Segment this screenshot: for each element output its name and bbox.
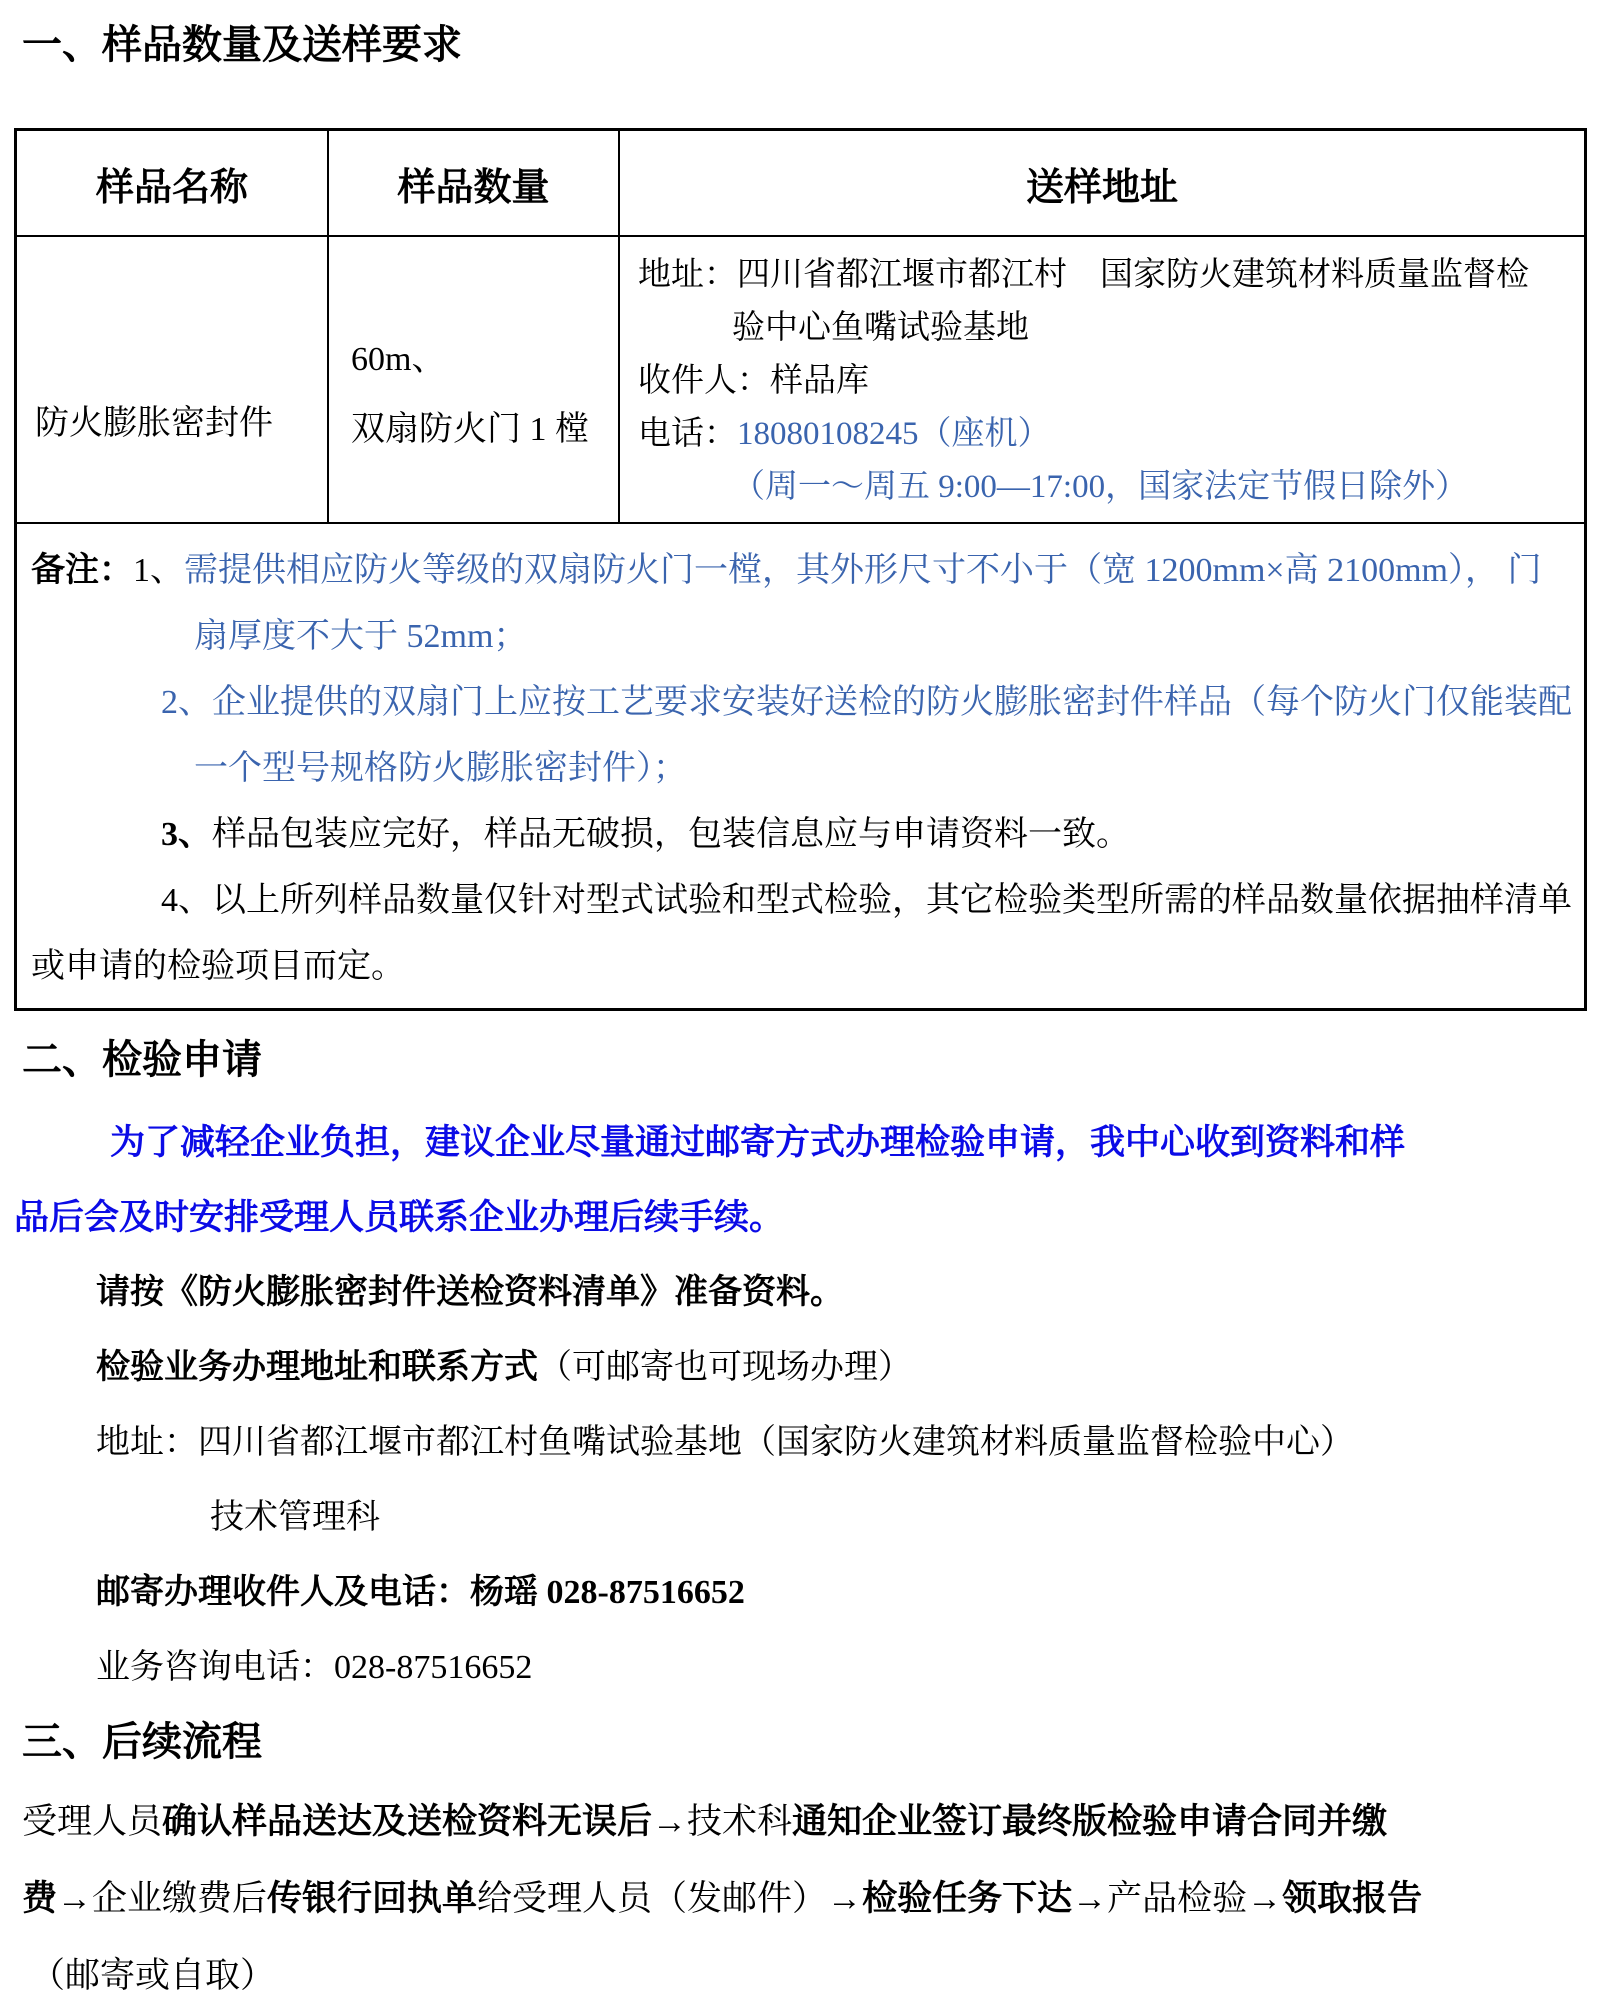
note-4-line-1: 4、以上所列样品数量仅针对型式试验和型式检验，其它检验类型所需的样品数量依据抽样清单 — [161, 882, 1572, 919]
business-address-bold: 检验业务办理地址和联系方式 — [96, 1349, 538, 1386]
address-label: 地址： — [638, 257, 737, 293]
header-sample-name: 样品名称 — [16, 130, 329, 237]
flow-seg-to-acceptor: 给受理人员（发邮件）→ — [477, 1879, 863, 1918]
table-header-row — [16, 130, 1586, 237]
sample-requirements-table — [14, 128, 1587, 1011]
address-value-1: 四川省都江堰市都江村 国家防火建筑材料质量监督检 — [737, 257, 1529, 293]
note-4-line-2: 或申请的检验项目而定。 — [31, 948, 405, 985]
flow-seg-get-report: 领取报告 — [1282, 1879, 1423, 1918]
mailing-advice-paragraph — [14, 1105, 1585, 1255]
sample-data-row — [16, 236, 1586, 523]
phone-hours-line: （周一～周五 9:00—17:00，国家法定节假日除外） — [732, 469, 1469, 505]
flow-seg-techdept: →技术科 — [652, 1802, 793, 1841]
note-3-number: 3、 — [161, 816, 212, 853]
note-1-line-1 — [31, 538, 1572, 604]
phone-line — [638, 408, 1574, 461]
notes-row — [16, 523, 1586, 1010]
section2-heading: 二、检验申请 — [22, 1037, 262, 1082]
mail-contact-line: 邮寄办理收件人及电话：杨瑶 028-87516652 — [96, 1574, 745, 1611]
note-1-line-2: 扇厚度不大于 52mm； — [194, 618, 528, 655]
mailing-advice-line-1: 为了减轻企业负担，建议企业尽量通过邮寄方式办理检验申请，我中心收到资料和样 — [110, 1123, 1406, 1162]
business-phone-line: 业务咨询电话：028-87516652 — [96, 1649, 533, 1686]
flow-line-2 — [14, 1860, 1585, 1937]
flow-seg-fee: 费 — [22, 1879, 58, 1918]
quantity-line-2: 双扇防火门 1 樘 — [351, 410, 589, 448]
sample-name-cell: 防火膨胀密封件 — [16, 236, 329, 523]
phone-label: 电话： — [638, 416, 737, 452]
business-address-paren: （可邮寄也可现场办理） — [538, 1349, 912, 1386]
document — [14, 18, 1585, 2014]
section1-heading: 一、样品数量及送样要求 — [22, 22, 462, 67]
mailing-advice-line-2: 品后会及时安排受理人员联系企业办理后续手续。 — [14, 1198, 785, 1237]
address-line-1 — [638, 249, 1574, 302]
prepare-materials-line: 请按《防火膨胀密封件送检资料清单》准备资料。 — [96, 1274, 844, 1311]
delivery-address-cell — [619, 236, 1586, 523]
address-line-2: 验中心鱼嘴试验基地 — [732, 310, 1029, 346]
notes-label: 备注： — [31, 552, 133, 589]
department-line: 技术管理科 — [210, 1499, 380, 1536]
flow-seg-acceptor: 受理人员 — [22, 1802, 163, 1841]
flow-seg-after-payment: →企业缴费后 — [57, 1879, 268, 1918]
header-sample-quantity: 样品数量 — [328, 130, 619, 237]
note-2-line-2: 一个型号规格防火膨胀密封件）； — [194, 750, 687, 787]
note-3-line — [161, 802, 1572, 868]
flow-seg-notify-sign: 通知企业签订最终版检验申请合同并缴 — [792, 1802, 1388, 1841]
flow-line-1 — [14, 1783, 1585, 1860]
note-3-text: 样品包装应完好，样品无破损，包装信息应与申请资料一致。 — [212, 816, 1130, 853]
section3-heading: 三、后续流程 — [22, 1719, 262, 1764]
header-delivery-address: 送样地址 — [619, 130, 1586, 237]
sample-quantity-cell — [328, 236, 619, 523]
office-address-line: 地址：四川省都江堰市都江村鱼嘴试验基地（国家防火建筑材料质量监督检验中心） — [96, 1424, 1354, 1461]
note-2-line-1: 2、企业提供的双扇门上应按工艺要求安装好送检的防火膨胀密封件样品（每个防火门仅能装配 — [161, 684, 1572, 721]
flow-seg-task-issued: 检验任务下达 — [862, 1879, 1073, 1918]
flow-line-3: （邮寄或自取） — [30, 1956, 276, 1995]
flow-seg-confirm: 确认样品送达及送检资料无误后 — [162, 1802, 653, 1841]
notes-cell — [16, 523, 1586, 1010]
recipient-line: 收件人：样品库 — [638, 363, 869, 399]
quantity-line-1: 60m、 — [351, 340, 446, 378]
business-address-heading — [14, 1330, 1585, 1405]
process-flow — [14, 1783, 1585, 2014]
flow-seg-product-test: →产品检验→ — [1072, 1879, 1283, 1918]
note-1-number: 1、 — [133, 552, 184, 589]
note-1-text-1: 需提供相应防火等级的双扇防火门一樘，其外形尺寸不小于（宽 1200mm×高 2100mm）， 门 — [184, 552, 1542, 589]
phone-number: 18080108245（座机） — [737, 416, 1051, 452]
flow-seg-bank-receipt: 传银行回执单 — [267, 1879, 478, 1918]
